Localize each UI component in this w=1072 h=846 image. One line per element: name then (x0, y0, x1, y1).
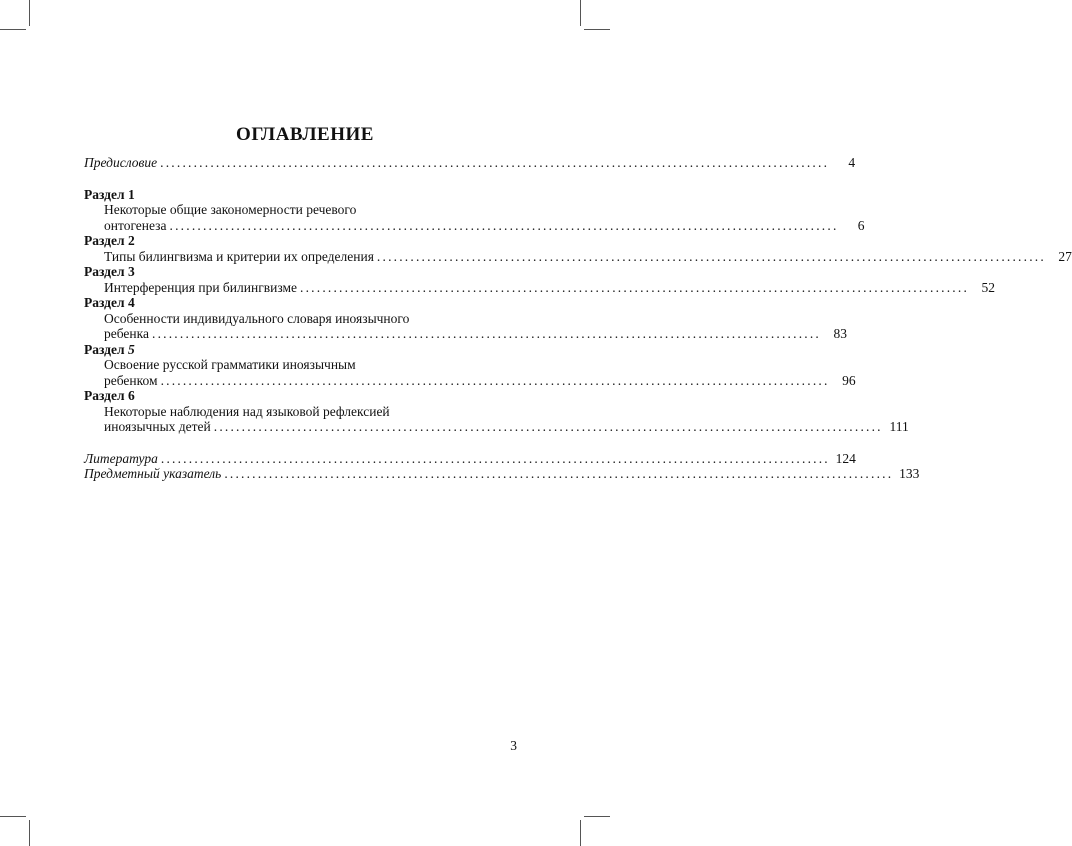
toc-entry-text: ребенком (104, 372, 158, 388)
toc-entry-section[interactable] (84, 419, 909, 435)
leader-dots: ........................................................................................................................ (213, 419, 883, 434)
section-heading (84, 342, 517, 358)
toc-page-number: 83 (833, 326, 847, 341)
leader-dots: ........................................................................................................................ (224, 466, 894, 481)
crop-mark (0, 29, 26, 30)
section-heading (84, 388, 517, 404)
toc-entry-text: иноязычных детей (104, 419, 211, 434)
toc-entry-text: Предметный указатель (84, 466, 222, 481)
toc-entry-subject-index[interactable] (84, 466, 920, 482)
section-heading-label: Раздел (84, 341, 128, 357)
table-of-contents (84, 155, 1072, 482)
section-heading-number: 1 (127, 186, 135, 202)
section-heading-label: Раздел (84, 186, 128, 202)
toc-entry-section[interactable] (84, 279, 996, 296)
section-heading-label: Раздел (84, 233, 128, 248)
section-heading-number: 5 (127, 341, 135, 357)
section-heading (84, 233, 517, 249)
crop-mark (584, 29, 610, 30)
crop-mark (29, 0, 30, 26)
section-title-line[interactable]: Освоение русской грамматики иноязычным (104, 357, 356, 372)
crop-mark (29, 820, 30, 846)
toc-entry-preface[interactable] (84, 155, 856, 171)
page-number: 3 (510, 738, 517, 753)
toc-page-number: 27 (1058, 248, 1072, 264)
crop-mark (584, 816, 610, 817)
leader-dots: ........................................................................................................................ (160, 155, 830, 170)
toc-entry-section[interactable] (84, 372, 856, 389)
leader-dots: ........................................................................................................................ (300, 279, 970, 295)
section-title-line[interactable]: Некоторые общие закономерности речевого (104, 202, 357, 217)
leader-dots: ........................................................................................................................ (376, 248, 1046, 264)
toc-entry-text: Литература (84, 450, 158, 466)
toc-entry-section[interactable] (84, 217, 865, 234)
section-heading (84, 295, 517, 311)
section-heading-label: Раздел (84, 295, 128, 310)
toc-entry-section[interactable] (84, 248, 1072, 265)
crop-mark (0, 816, 26, 817)
section-heading-label: Раздел (84, 264, 128, 279)
toc-entry-text: Интерференция при билингвизме (104, 279, 298, 295)
leader-dots: ........................................................................................................................ (152, 326, 821, 341)
section-heading-number: 2 (127, 233, 135, 248)
section-heading-number: 4 (127, 295, 135, 310)
toc-entry-text: онтогенеза (104, 217, 167, 233)
section-heading-label: Раздел (84, 388, 128, 403)
toc-page-number: 96 (842, 372, 856, 388)
toc-page-number: 133 (899, 466, 920, 481)
toc-page-number: 4 (848, 155, 856, 170)
toc-entry-literature[interactable] (84, 450, 856, 467)
toc-entry-text: Предисловие (84, 155, 158, 170)
toc-entry-section[interactable] (84, 326, 847, 342)
section-heading (84, 264, 517, 280)
toc-page-number: 111 (889, 419, 909, 434)
toc-page-number: 124 (835, 450, 856, 466)
section-heading (84, 187, 517, 203)
section-title-line[interactable]: Особенности индивидуального словаря иноязычного (104, 310, 410, 326)
crop-mark (580, 0, 581, 26)
toc-page-number: 52 (981, 279, 996, 295)
leader-dots: ........................................................................................................................ (169, 217, 839, 233)
section-heading-number: 3 (127, 264, 135, 279)
section-title-line[interactable]: Некоторые наблюдения над языковой рефлексией (104, 403, 390, 419)
crop-mark (580, 820, 581, 846)
toc-page-number: 6 (857, 217, 865, 233)
section-heading-number: 6 (127, 388, 135, 403)
section-list (84, 186, 1072, 435)
toc-entry-text: Типы билингвизма и критерии их определения (104, 248, 374, 264)
leader-dots: ........................................................................................................................ (160, 372, 830, 388)
toc-entry-text: ребенка (104, 326, 149, 341)
leader-dots: ........................................................................................................................ (160, 450, 830, 466)
page-title: ОГЛАВЛЕНИЕ (236, 124, 374, 145)
